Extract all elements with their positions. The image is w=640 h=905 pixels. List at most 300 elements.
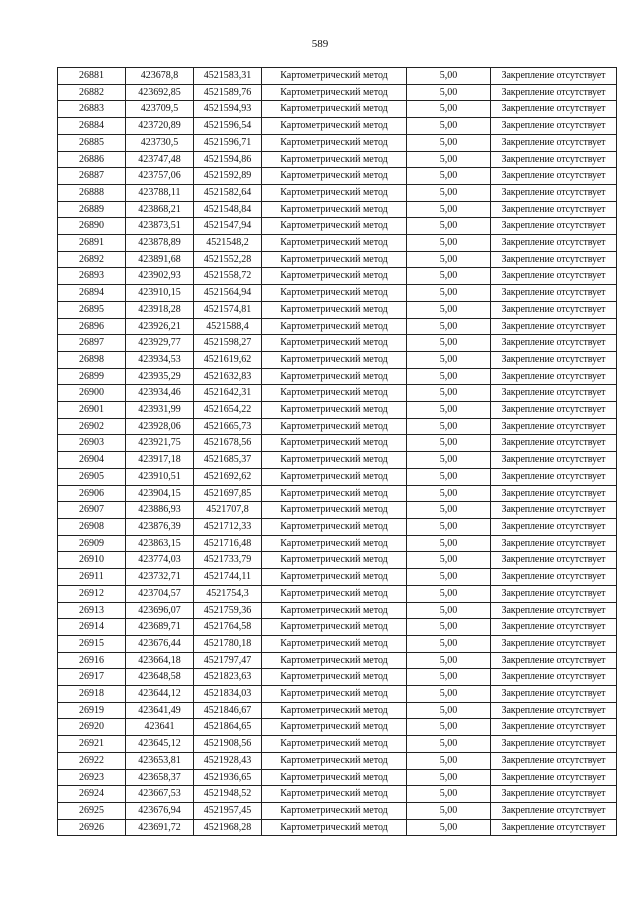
- fixing-cell: Закрепление отсутствует: [491, 318, 617, 335]
- precision-cell: 5,00: [407, 819, 491, 836]
- y-coordinate-cell: 4521834,03: [194, 686, 262, 703]
- y-coordinate-cell: 4521692,62: [194, 468, 262, 485]
- method-cell: Картометрический метод: [262, 702, 407, 719]
- point-number-cell: 26922: [58, 752, 126, 769]
- table-row: [58, 452, 617, 469]
- x-coordinate-cell: 423891,68: [126, 251, 194, 268]
- x-coordinate-cell: 423691,72: [126, 819, 194, 836]
- point-number-cell: 26916: [58, 652, 126, 669]
- point-number-cell: 26902: [58, 418, 126, 435]
- table-row: [58, 402, 617, 419]
- point-number-cell: 26903: [58, 435, 126, 452]
- table-row: [58, 385, 617, 402]
- y-coordinate-cell: 4521564,94: [194, 285, 262, 302]
- precision-cell: 5,00: [407, 351, 491, 368]
- fixing-cell: Закрепление отсутствует: [491, 485, 617, 502]
- fixing-cell: Закрепление отсутствует: [491, 819, 617, 836]
- point-number-cell: 26896: [58, 318, 126, 335]
- point-number-cell: 26924: [58, 786, 126, 803]
- table-row: [58, 786, 617, 803]
- point-number-cell: 26889: [58, 201, 126, 218]
- table-row: [58, 201, 617, 218]
- table-row: [58, 819, 617, 836]
- table-row: [58, 502, 617, 519]
- x-coordinate-cell: 423641,49: [126, 702, 194, 719]
- x-coordinate-cell: 423876,39: [126, 518, 194, 535]
- table-body: [58, 68, 617, 836]
- table-row: [58, 535, 617, 552]
- point-number-cell: 26909: [58, 535, 126, 552]
- fixing-cell: Закрепление отсутствует: [491, 235, 617, 252]
- table-row: [58, 468, 617, 485]
- y-coordinate-cell: 4521665,73: [194, 418, 262, 435]
- table-row: [58, 301, 617, 318]
- point-number-cell: 26925: [58, 802, 126, 819]
- x-coordinate-cell: 423904,15: [126, 485, 194, 502]
- x-coordinate-cell: 423678,8: [126, 68, 194, 85]
- precision-cell: 5,00: [407, 101, 491, 118]
- y-coordinate-cell: 4521716,48: [194, 535, 262, 552]
- y-coordinate-cell: 4521574,81: [194, 301, 262, 318]
- method-cell: Картометрический метод: [262, 368, 407, 385]
- y-coordinate-cell: 4521548,2: [194, 235, 262, 252]
- method-cell: Картометрический метод: [262, 736, 407, 753]
- method-cell: Картометрический метод: [262, 134, 407, 151]
- precision-cell: 5,00: [407, 652, 491, 669]
- precision-cell: 5,00: [407, 201, 491, 218]
- y-coordinate-cell: 4521619,62: [194, 351, 262, 368]
- point-number-cell: 26914: [58, 619, 126, 636]
- y-coordinate-cell: 4521678,56: [194, 435, 262, 452]
- method-cell: Картометрический метод: [262, 235, 407, 252]
- y-coordinate-cell: 4521685,37: [194, 452, 262, 469]
- table-row: [58, 268, 617, 285]
- method-cell: Картометрический метод: [262, 569, 407, 586]
- y-coordinate-cell: 4521754,3: [194, 585, 262, 602]
- table-row: [58, 184, 617, 201]
- y-coordinate-cell: 4521632,83: [194, 368, 262, 385]
- fixing-cell: Закрепление отсутствует: [491, 452, 617, 469]
- table-row: [58, 652, 617, 669]
- fixing-cell: Закрепление отсутствует: [491, 585, 617, 602]
- method-cell: Картометрический метод: [262, 635, 407, 652]
- x-coordinate-cell: 423696,07: [126, 602, 194, 619]
- precision-cell: 5,00: [407, 218, 491, 235]
- table-row: [58, 619, 617, 636]
- precision-cell: 5,00: [407, 786, 491, 803]
- method-cell: Картометрический метод: [262, 435, 407, 452]
- y-coordinate-cell: 4521548,84: [194, 201, 262, 218]
- x-coordinate-cell: 423921,75: [126, 435, 194, 452]
- method-cell: Картометрический метод: [262, 402, 407, 419]
- x-coordinate-cell: 423902,93: [126, 268, 194, 285]
- precision-cell: 5,00: [407, 585, 491, 602]
- table-row: [58, 719, 617, 736]
- x-coordinate-cell: 423709,5: [126, 101, 194, 118]
- y-coordinate-cell: 4521744,11: [194, 569, 262, 586]
- table-row: [58, 602, 617, 619]
- method-cell: Картометрический метод: [262, 802, 407, 819]
- table-row: [58, 702, 617, 719]
- y-coordinate-cell: 4521697,85: [194, 485, 262, 502]
- method-cell: Картометрический метод: [262, 719, 407, 736]
- precision-cell: 5,00: [407, 235, 491, 252]
- fixing-cell: Закрепление отсутствует: [491, 184, 617, 201]
- fixing-cell: Закрепление отсутствует: [491, 268, 617, 285]
- method-cell: Картометрический метод: [262, 585, 407, 602]
- table-row: [58, 285, 617, 302]
- y-coordinate-cell: 4521928,43: [194, 752, 262, 769]
- table-row: [58, 235, 617, 252]
- x-coordinate-cell: 423676,94: [126, 802, 194, 819]
- y-coordinate-cell: 4521846,67: [194, 702, 262, 719]
- precision-cell: 5,00: [407, 669, 491, 686]
- y-coordinate-cell: 4521588,4: [194, 318, 262, 335]
- fixing-cell: Закрепление отсутствует: [491, 518, 617, 535]
- y-coordinate-cell: 4521589,76: [194, 84, 262, 101]
- x-coordinate-cell: 423926,21: [126, 318, 194, 335]
- y-coordinate-cell: 4521948,52: [194, 786, 262, 803]
- point-number-cell: 26910: [58, 552, 126, 569]
- x-coordinate-cell: 423732,71: [126, 569, 194, 586]
- y-coordinate-cell: 4521908,56: [194, 736, 262, 753]
- fixing-cell: Закрепление отсутствует: [491, 736, 617, 753]
- method-cell: Картометрический метод: [262, 669, 407, 686]
- point-number-cell: 26906: [58, 485, 126, 502]
- table-row: [58, 335, 617, 352]
- table-row: [58, 368, 617, 385]
- y-coordinate-cell: 4521596,54: [194, 118, 262, 135]
- table-row: [58, 585, 617, 602]
- table-row: [58, 669, 617, 686]
- x-coordinate-cell: 423910,15: [126, 285, 194, 302]
- x-coordinate-cell: 423648,58: [126, 669, 194, 686]
- point-number-cell: 26881: [58, 68, 126, 85]
- precision-cell: 5,00: [407, 335, 491, 352]
- table-row: [58, 802, 617, 819]
- method-cell: Картометрический метод: [262, 151, 407, 168]
- fixing-cell: Закрепление отсутствует: [491, 669, 617, 686]
- precision-cell: 5,00: [407, 268, 491, 285]
- method-cell: Картометрический метод: [262, 318, 407, 335]
- fixing-cell: Закрепление отсутствует: [491, 351, 617, 368]
- method-cell: Картометрический метод: [262, 184, 407, 201]
- fixing-cell: Закрепление отсутствует: [491, 802, 617, 819]
- y-coordinate-cell: 4521712,33: [194, 518, 262, 535]
- x-coordinate-cell: 423788,11: [126, 184, 194, 201]
- fixing-cell: Закрепление отсутствует: [491, 702, 617, 719]
- precision-cell: 5,00: [407, 602, 491, 619]
- precision-cell: 5,00: [407, 84, 491, 101]
- y-coordinate-cell: 4521592,89: [194, 168, 262, 185]
- table-row: [58, 118, 617, 135]
- precision-cell: 5,00: [407, 168, 491, 185]
- point-number-cell: 26890: [58, 218, 126, 235]
- method-cell: Картометрический метод: [262, 201, 407, 218]
- x-coordinate-cell: 423878,89: [126, 235, 194, 252]
- x-coordinate-cell: 423928,06: [126, 418, 194, 435]
- x-coordinate-cell: 423931,99: [126, 402, 194, 419]
- fixing-cell: Закрепление отсутствует: [491, 468, 617, 485]
- y-coordinate-cell: 4521558,72: [194, 268, 262, 285]
- method-cell: Картометрический метод: [262, 652, 407, 669]
- x-coordinate-cell: 423704,57: [126, 585, 194, 602]
- y-coordinate-cell: 4521823,63: [194, 669, 262, 686]
- precision-cell: 5,00: [407, 518, 491, 535]
- point-number-cell: 26893: [58, 268, 126, 285]
- table-row: [58, 84, 617, 101]
- fixing-cell: Закрепление отсутствует: [491, 635, 617, 652]
- point-number-cell: 26923: [58, 769, 126, 786]
- x-coordinate-cell: 423934,46: [126, 385, 194, 402]
- fixing-cell: Закрепление отсутствует: [491, 68, 617, 85]
- fixing-cell: Закрепление отсутствует: [491, 101, 617, 118]
- precision-cell: 5,00: [407, 285, 491, 302]
- method-cell: Картометрический метод: [262, 502, 407, 519]
- fixing-cell: Закрепление отсутствует: [491, 418, 617, 435]
- fixing-cell: Закрепление отсутствует: [491, 402, 617, 419]
- method-cell: Картометрический метод: [262, 485, 407, 502]
- method-cell: Картометрический метод: [262, 101, 407, 118]
- x-coordinate-cell: 423774,03: [126, 552, 194, 569]
- method-cell: Картометрический метод: [262, 285, 407, 302]
- method-cell: Картометрический метод: [262, 268, 407, 285]
- coordinates-table: [57, 67, 617, 836]
- y-coordinate-cell: 4521707,8: [194, 502, 262, 519]
- fixing-cell: Закрепление отсутствует: [491, 752, 617, 769]
- method-cell: Картометрический метод: [262, 686, 407, 703]
- point-number-cell: 26905: [58, 468, 126, 485]
- x-coordinate-cell: 423644,12: [126, 686, 194, 703]
- method-cell: Картометрический метод: [262, 218, 407, 235]
- fixing-cell: Закрепление отсутствует: [491, 301, 617, 318]
- point-number-cell: 26891: [58, 235, 126, 252]
- x-coordinate-cell: 423645,12: [126, 736, 194, 753]
- point-number-cell: 26886: [58, 151, 126, 168]
- y-coordinate-cell: 4521759,36: [194, 602, 262, 619]
- method-cell: Картометрический метод: [262, 68, 407, 85]
- precision-cell: 5,00: [407, 702, 491, 719]
- fixing-cell: Закрепление отсутствует: [491, 535, 617, 552]
- table-row: [58, 68, 617, 85]
- table-row: [58, 101, 617, 118]
- table-row: [58, 318, 617, 335]
- fixing-cell: Закрепление отсутствует: [491, 134, 617, 151]
- method-cell: Картометрический метод: [262, 819, 407, 836]
- table-row: [58, 168, 617, 185]
- point-number-cell: 26894: [58, 285, 126, 302]
- x-coordinate-cell: 423886,93: [126, 502, 194, 519]
- table-row: [58, 134, 617, 151]
- precision-cell: 5,00: [407, 452, 491, 469]
- method-cell: Картометрический метод: [262, 552, 407, 569]
- method-cell: Картометрический метод: [262, 752, 407, 769]
- table-row: [58, 218, 617, 235]
- point-number-cell: 26885: [58, 134, 126, 151]
- point-number-cell: 26919: [58, 702, 126, 719]
- table-row: [58, 635, 617, 652]
- method-cell: Картометрический метод: [262, 168, 407, 185]
- fixing-cell: Закрепление отсутствует: [491, 168, 617, 185]
- point-number-cell: 26887: [58, 168, 126, 185]
- fixing-cell: Закрепление отсутствует: [491, 769, 617, 786]
- point-number-cell: 26907: [58, 502, 126, 519]
- y-coordinate-cell: 4521583,31: [194, 68, 262, 85]
- x-coordinate-cell: 423747,48: [126, 151, 194, 168]
- point-number-cell: 26917: [58, 669, 126, 686]
- precision-cell: 5,00: [407, 569, 491, 586]
- precision-cell: 5,00: [407, 802, 491, 819]
- precision-cell: 5,00: [407, 468, 491, 485]
- y-coordinate-cell: 4521642,31: [194, 385, 262, 402]
- table-row: [58, 251, 617, 268]
- point-number-cell: 26908: [58, 518, 126, 535]
- x-coordinate-cell: 423757,06: [126, 168, 194, 185]
- x-coordinate-cell: 423658,37: [126, 769, 194, 786]
- precision-cell: 5,00: [407, 485, 491, 502]
- y-coordinate-cell: 4521598,27: [194, 335, 262, 352]
- table-row: [58, 769, 617, 786]
- point-number-cell: 26926: [58, 819, 126, 836]
- x-coordinate-cell: 423689,71: [126, 619, 194, 636]
- point-number-cell: 26911: [58, 569, 126, 586]
- precision-cell: 5,00: [407, 769, 491, 786]
- table-row: [58, 351, 617, 368]
- fixing-cell: Закрепление отсутствует: [491, 602, 617, 619]
- x-coordinate-cell: 423934,53: [126, 351, 194, 368]
- x-coordinate-cell: 423863,15: [126, 535, 194, 552]
- method-cell: Картометрический метод: [262, 452, 407, 469]
- precision-cell: 5,00: [407, 134, 491, 151]
- x-coordinate-cell: 423676,44: [126, 635, 194, 652]
- x-coordinate-cell: 423929,77: [126, 335, 194, 352]
- x-coordinate-cell: 423918,28: [126, 301, 194, 318]
- point-number-cell: 26892: [58, 251, 126, 268]
- y-coordinate-cell: 4521596,71: [194, 134, 262, 151]
- y-coordinate-cell: 4521654,22: [194, 402, 262, 419]
- method-cell: Картометрический метод: [262, 251, 407, 268]
- precision-cell: 5,00: [407, 301, 491, 318]
- method-cell: Картометрический метод: [262, 301, 407, 318]
- precision-cell: 5,00: [407, 318, 491, 335]
- fixing-cell: Закрепление отсутствует: [491, 151, 617, 168]
- table-row: [58, 736, 617, 753]
- table-row: [58, 686, 617, 703]
- precision-cell: 5,00: [407, 719, 491, 736]
- y-coordinate-cell: 4521797,47: [194, 652, 262, 669]
- precision-cell: 5,00: [407, 619, 491, 636]
- table-row: [58, 485, 617, 502]
- precision-cell: 5,00: [407, 736, 491, 753]
- fixing-cell: Закрепление отсутствует: [491, 619, 617, 636]
- method-cell: Картометрический метод: [262, 786, 407, 803]
- fixing-cell: Закрепление отсутствует: [491, 435, 617, 452]
- point-number-cell: 26888: [58, 184, 126, 201]
- method-cell: Картометрический метод: [262, 335, 407, 352]
- fixing-cell: Закрепление отсутствует: [491, 368, 617, 385]
- method-cell: Картометрический метод: [262, 535, 407, 552]
- y-coordinate-cell: 4521780,18: [194, 635, 262, 652]
- precision-cell: 5,00: [407, 535, 491, 552]
- table-row: [58, 752, 617, 769]
- x-coordinate-cell: 423917,18: [126, 452, 194, 469]
- y-coordinate-cell: 4521594,86: [194, 151, 262, 168]
- method-cell: Картометрический метод: [262, 385, 407, 402]
- precision-cell: 5,00: [407, 435, 491, 452]
- fixing-cell: Закрепление отсутствует: [491, 652, 617, 669]
- precision-cell: 5,00: [407, 184, 491, 201]
- fixing-cell: Закрепление отсутствует: [491, 84, 617, 101]
- fixing-cell: Закрепление отсутствует: [491, 719, 617, 736]
- fixing-cell: Закрепление отсутствует: [491, 218, 617, 235]
- precision-cell: 5,00: [407, 118, 491, 135]
- point-number-cell: 26912: [58, 585, 126, 602]
- table-row: [58, 435, 617, 452]
- fixing-cell: Закрепление отсутствует: [491, 569, 617, 586]
- fixing-cell: Закрепление отсутствует: [491, 385, 617, 402]
- point-number-cell: 26901: [58, 402, 126, 419]
- fixing-cell: Закрепление отсутствует: [491, 686, 617, 703]
- point-number-cell: 26918: [58, 686, 126, 703]
- page-number: 589: [311, 38, 329, 50]
- x-coordinate-cell: 423720,89: [126, 118, 194, 135]
- point-number-cell: 26897: [58, 335, 126, 352]
- fixing-cell: Закрепление отсутствует: [491, 201, 617, 218]
- table-row: [58, 552, 617, 569]
- method-cell: Картометрический метод: [262, 468, 407, 485]
- method-cell: Картометрический метод: [262, 602, 407, 619]
- fixing-cell: Закрепление отсутствует: [491, 552, 617, 569]
- precision-cell: 5,00: [407, 552, 491, 569]
- point-number-cell: 26904: [58, 452, 126, 469]
- precision-cell: 5,00: [407, 635, 491, 652]
- table-row: [58, 151, 617, 168]
- method-cell: Картометрический метод: [262, 619, 407, 636]
- fixing-cell: Закрепление отсутствует: [491, 285, 617, 302]
- point-number-cell: 26895: [58, 301, 126, 318]
- method-cell: Картометрический метод: [262, 351, 407, 368]
- x-coordinate-cell: 423873,51: [126, 218, 194, 235]
- y-coordinate-cell: 4521968,28: [194, 819, 262, 836]
- precision-cell: 5,00: [407, 151, 491, 168]
- fixing-cell: Закрепление отсутствует: [491, 786, 617, 803]
- table-row: [58, 518, 617, 535]
- precision-cell: 5,00: [407, 402, 491, 419]
- x-coordinate-cell: 423692,85: [126, 84, 194, 101]
- precision-cell: 5,00: [407, 418, 491, 435]
- point-number-cell: 26921: [58, 736, 126, 753]
- fixing-cell: Закрепление отсутствует: [491, 502, 617, 519]
- point-number-cell: 26899: [58, 368, 126, 385]
- precision-cell: 5,00: [407, 385, 491, 402]
- y-coordinate-cell: 4521552,28: [194, 251, 262, 268]
- method-cell: Картометрический метод: [262, 518, 407, 535]
- y-coordinate-cell: 4521936,65: [194, 769, 262, 786]
- method-cell: Картометрический метод: [262, 769, 407, 786]
- x-coordinate-cell: 423730,5: [126, 134, 194, 151]
- point-number-cell: 26913: [58, 602, 126, 619]
- x-coordinate-cell: 423910,51: [126, 468, 194, 485]
- y-coordinate-cell: 4521733,79: [194, 552, 262, 569]
- precision-cell: 5,00: [407, 68, 491, 85]
- y-coordinate-cell: 4521764,58: [194, 619, 262, 636]
- x-coordinate-cell: 423664,18: [126, 652, 194, 669]
- x-coordinate-cell: 423641: [126, 719, 194, 736]
- x-coordinate-cell: 423868,21: [126, 201, 194, 218]
- point-number-cell: 26884: [58, 118, 126, 135]
- fixing-cell: Закрепление отсутствует: [491, 335, 617, 352]
- fixing-cell: Закрепление отсутствует: [491, 118, 617, 135]
